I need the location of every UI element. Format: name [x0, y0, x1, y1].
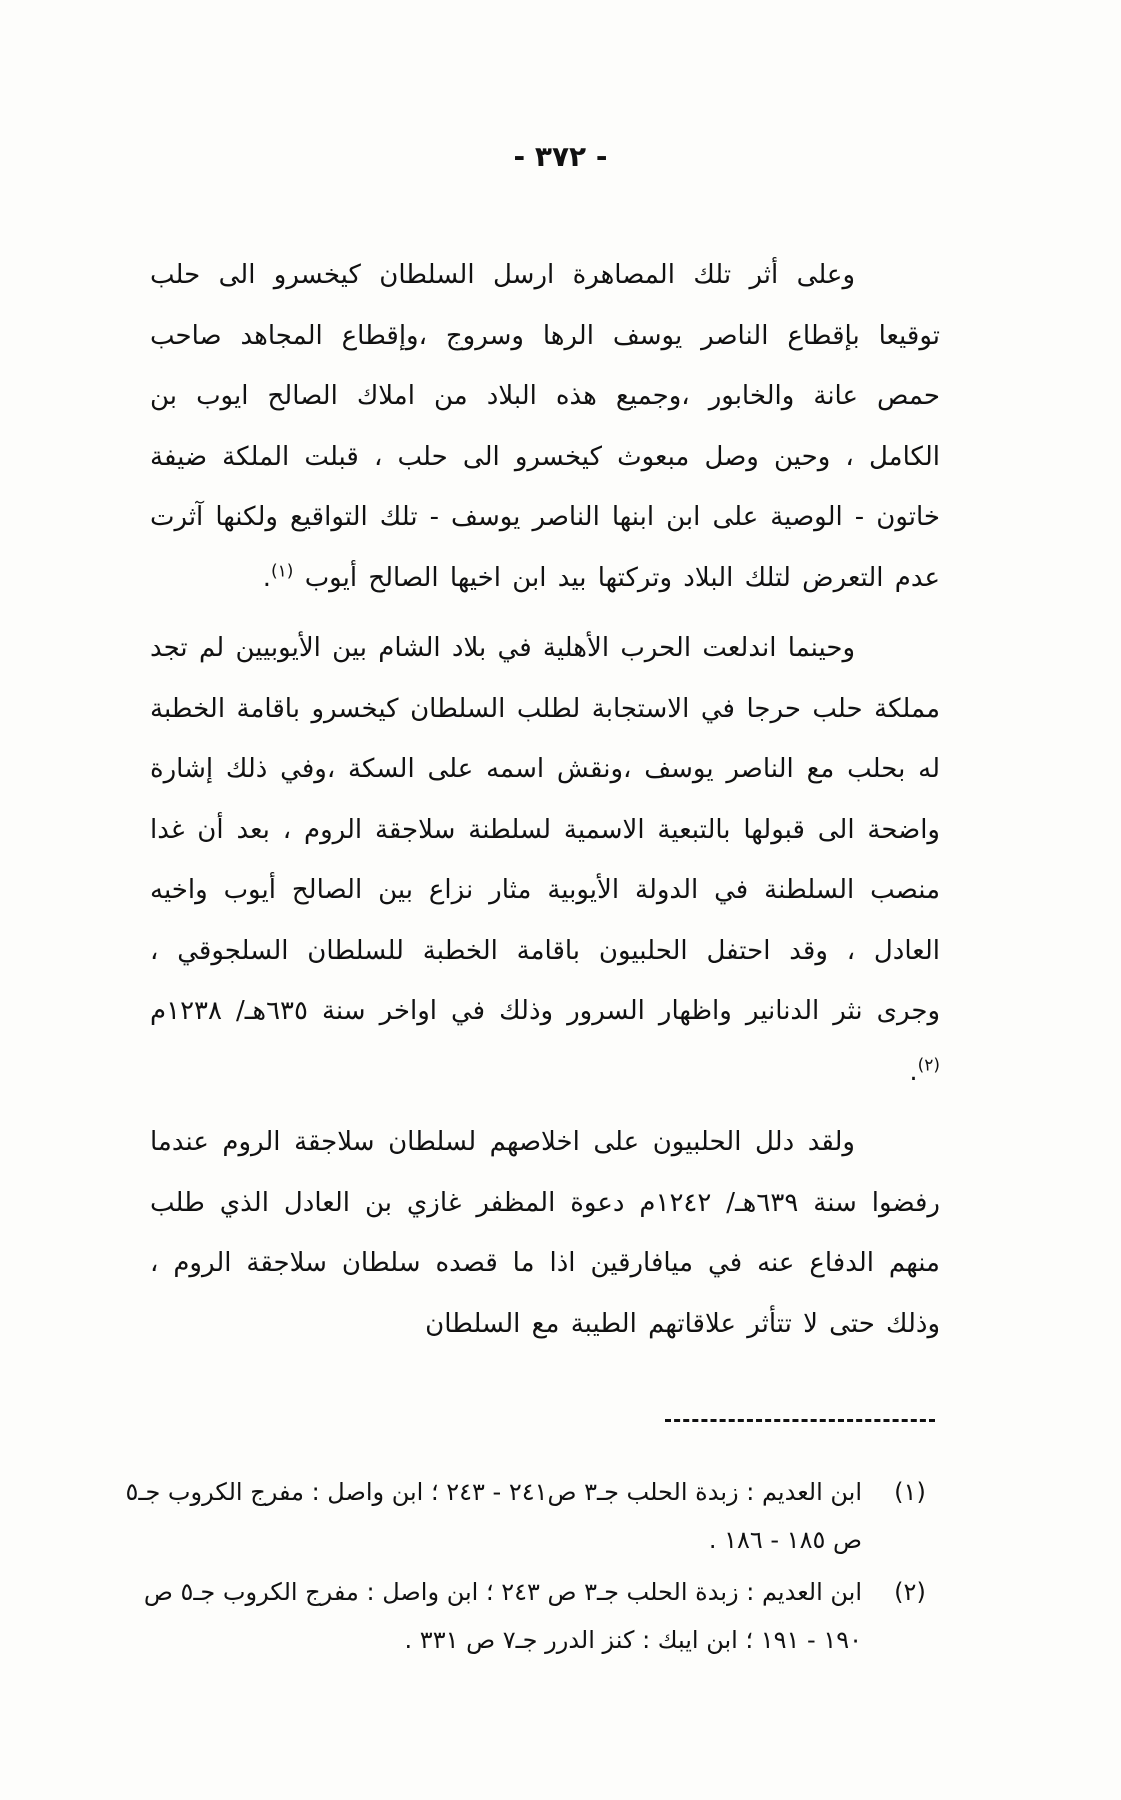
- footnote-2-text: ابن العديم : زبدة الحلب جـ٣ ص ٢٤٣ ؛ ابن واصل : مفرج الكروب جـ٥ ص ١٩٠ - ١٩١ ؛ ابن ايبك : كنز الدرر جـ٧ ص ٣٣١ .: [143, 1578, 862, 1654]
- paragraph-3-text: ولقد دلل الحلبيون على اخلاصهم لسلطان سلاجقة الروم عندما رفضوا سنة ٦٣٩هـ/ ١٢٤٢م دعوة المظفر غازي بن العادل الذي طلب منهم الدفاع عنه في ميافارقين اذا ما قصده سلطان سلاجقة الروم ، وذلك حتى لا تتأثر علاقاتهم الطيبة مع السلطان: [150, 1127, 940, 1339]
- footnote-ref-2: (٢): [917, 1054, 940, 1075]
- footnote-1-number: (١): [894, 1478, 926, 1506]
- footnote-1-text: ابن العديم : زبدة الحلب جـ٣ ص٢٤١ - ٢٤٣ ؛ ابن واصل : مفرج الكروب جـ٥ ص ١٨٥ - ١٨٦ .: [125, 1478, 862, 1554]
- page-number: - ٣٧٢ -: [513, 140, 608, 173]
- footnote-separator: [665, 1419, 935, 1422]
- paragraph-1-text: وعلى أثر تلك المصاهرة ارسل السلطان كيخسرو الى حلب توقيعا بإقطاع الناصر يوسف الرها وسروج ،وإقطاع المجاهد صاحب حمص عانة والخابور ،وجميع هذه البلاد من املاك الصالح ايوب بن الكامل ، وحين وصل مبعوث كيخسرو الى حلب ، قبلت الملكة ضيفة خاتون - الوصية على ابن ابنها الناصر يوسف - تلك التواقيع ولكنها آثرت عدم التعرض لتلك البلاد وتركتها بيد ابن اخيها الصالح أيوب: [150, 260, 940, 593]
- paragraph-3: [150, 1112, 940, 1354]
- paragraph-1: [150, 245, 940, 608]
- paragraph-2: [150, 618, 940, 1102]
- footnote-ref-1: (١): [271, 560, 294, 581]
- footnote-2-number: (٢): [894, 1578, 926, 1606]
- main-text: [150, 245, 940, 1354]
- paragraph-2-text: وحينما اندلعت الحرب الأهلية في بلاد الشام بين الأيوبيين لم تجد مملكة حلب حرجا في الاستجابة لطلب السلطان كيخسرو باقامة الخطبة له بحلب مع الناصر يوسف ،ونقش اسمه على السكة ،وفي ذلك إشارة واضحة الى قبولها بالتبعية الاسمية لسلطنة سلاجقة الروم ، بعد أن غدا منصب السلطنة في الدولة الأيوبية مثار نزاع بين الصالح أيوب واخيه العادل ، وقد احتفل الحلبيون باقامة الخطبة للسلطان السلجوقي ، وجرى نثر الدنانير واظهار السرور وذلك في اواخر سنة ٦٣٥هـ/ ١٢٣٨م: [150, 633, 940, 1026]
- footnote-2: [110, 1568, 940, 1664]
- footnotes: [110, 1468, 940, 1668]
- paragraph-1-end: .: [262, 562, 271, 593]
- paragraph-2-end: .: [909, 1056, 918, 1087]
- footnote-1: [110, 1468, 940, 1564]
